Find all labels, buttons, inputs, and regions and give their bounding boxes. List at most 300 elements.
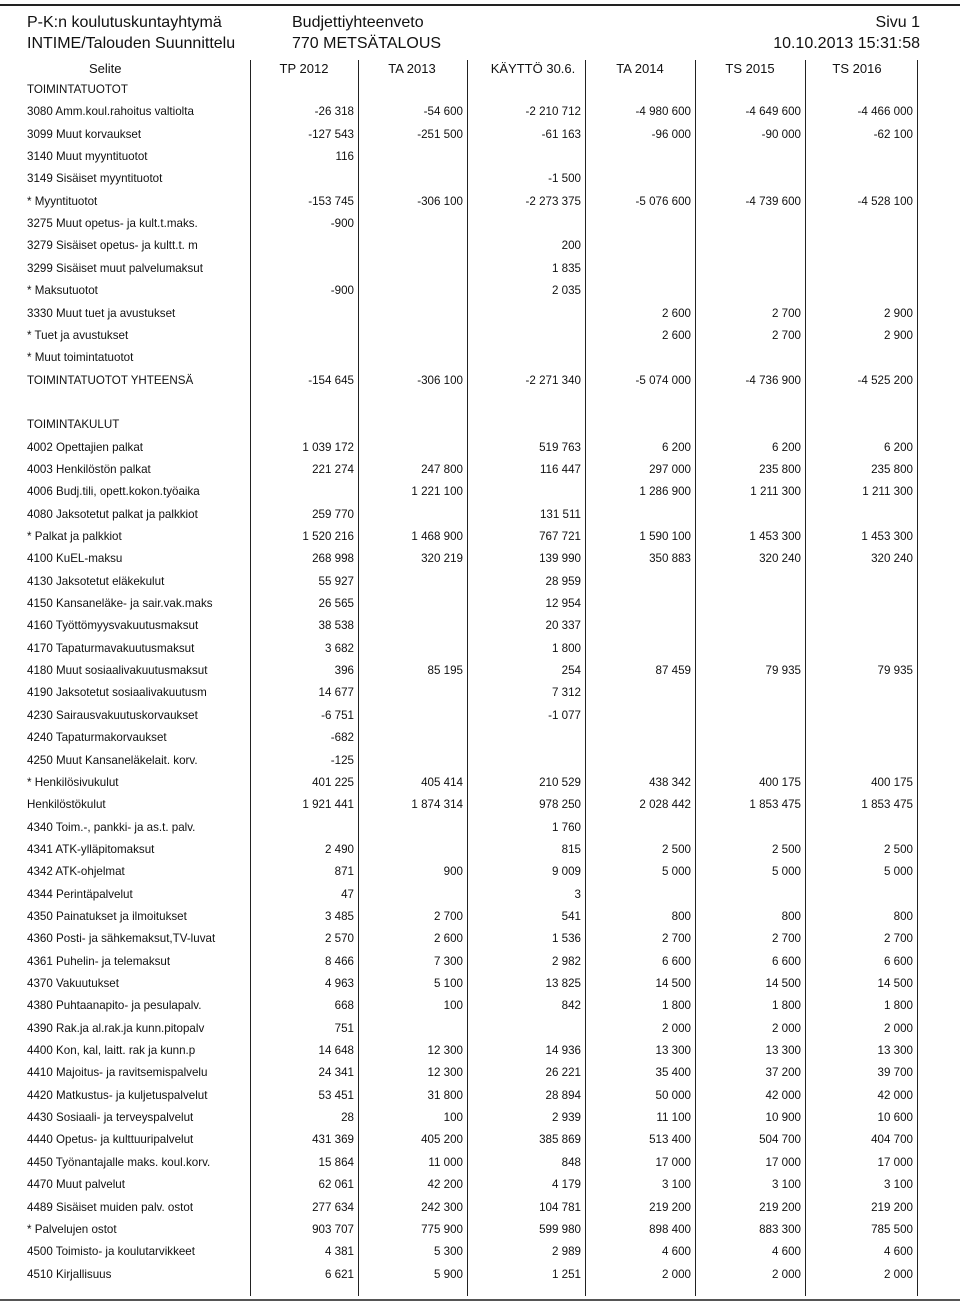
row-value: 6 621 — [324, 1267, 354, 1281]
row-label: 4440 Opetus- ja kulttuuripalvelut — [27, 1133, 194, 1147]
table-row — [0, 1153, 960, 1175]
row-value: 11 100 — [656, 1111, 691, 1125]
table-row — [0, 795, 960, 817]
row-value: 87 459 — [655, 664, 691, 678]
row-value: 42 000 — [877, 1088, 913, 1102]
row-value: 2 700 — [883, 932, 913, 946]
org-name: P-K:n koulutuskuntayhtymä — [27, 14, 222, 31]
row-value: 1 853 475 — [861, 798, 913, 812]
row-value: 898 400 — [649, 1222, 691, 1236]
row-value: 400 175 — [871, 775, 913, 789]
row-value: 17 000 — [655, 1155, 691, 1169]
row-value: 519 763 — [539, 440, 581, 454]
table-row — [0, 572, 960, 594]
row-value: 1 536 — [551, 932, 581, 946]
row-value: -26 318 — [314, 105, 354, 119]
row-label: 3330 Muut tuet ja avustukset — [27, 306, 176, 320]
row-value: 247 800 — [421, 462, 463, 476]
row-label: 3080 Amm.koul.rahoitus valtiolta — [27, 105, 194, 119]
row-label: 4380 Puhtaanapito- ja pesulapalv. — [27, 999, 202, 1013]
row-value: 1 921 441 — [302, 798, 354, 812]
row-label: 4450 Työnantajalle maks. koul.korv. — [27, 1155, 211, 1169]
row-label: 4370 Vakuutukset — [27, 977, 119, 990]
row-value: 37 200 — [765, 1066, 801, 1080]
table-row — [0, 1130, 960, 1152]
row-value: -4 649 600 — [745, 105, 801, 119]
row-value: 1 853 475 — [749, 798, 801, 812]
row-value: 1 453 300 — [861, 530, 913, 543]
row-value: -4 528 100 — [857, 194, 913, 208]
row-value: -900 — [330, 217, 354, 231]
row-label: 4430 Sosiaali- ja terveyspalvelut — [27, 1111, 194, 1125]
row-value: 785 500 — [871, 1222, 913, 1236]
row-label: TOIMINTATUOTOT — [27, 83, 128, 96]
row-value: 24 341 — [318, 1066, 354, 1080]
row-label: 4390 Rak.ja al.rak.ja kunn.pitopalv — [27, 1021, 205, 1035]
table-row — [0, 371, 960, 393]
row-value: 2 600 — [433, 932, 463, 946]
row-value: 800 — [781, 909, 801, 923]
table-row — [0, 996, 960, 1018]
row-value: 242 300 — [421, 1200, 463, 1214]
row-value: 13 300 — [655, 1044, 691, 1058]
row-value: -127 543 — [308, 127, 354, 141]
table-row — [0, 259, 960, 281]
table-row — [0, 527, 960, 549]
row-value: 8 466 — [324, 954, 354, 968]
row-label: 4230 Sairausvakuutuskorvaukset — [27, 708, 198, 722]
row-value: 5 000 — [883, 865, 913, 879]
row-value: 6 600 — [883, 954, 913, 968]
row-value: 210 529 — [539, 775, 581, 789]
row-value: 20 337 — [545, 619, 581, 633]
row-value: 139 990 — [539, 552, 581, 566]
table-row — [0, 974, 960, 996]
row-value: 55 927 — [318, 574, 354, 588]
row-value: 3 100 — [883, 1178, 913, 1192]
row-value: 28 959 — [545, 574, 581, 588]
row-label: 4130 Jaksotetut eläkekulut — [27, 574, 165, 588]
row-value: -4 466 000 — [857, 105, 913, 119]
row-value: 14 500 — [655, 977, 691, 990]
column-header-ta2014: TA 2014 — [616, 61, 664, 76]
row-value: 504 700 — [759, 1133, 801, 1147]
row-value: -2 210 712 — [525, 105, 581, 119]
table-row — [0, 751, 960, 773]
table-row — [0, 773, 960, 795]
row-label: 4410 Majoitus- ja ravitsemispalvelu — [27, 1066, 208, 1080]
row-value: 404 700 — [871, 1133, 913, 1147]
table-row — [0, 1063, 960, 1085]
row-label: 3275 Muut opetus- ja kult.t.maks. — [27, 217, 198, 231]
row-label: 4180 Muut sosiaalivakuutusmaksut — [27, 664, 208, 678]
table-row — [0, 1086, 960, 1108]
row-value: 900 — [443, 865, 463, 879]
column-header-ts2015: TS 2015 — [725, 61, 775, 76]
row-value: 871 — [334, 865, 354, 879]
row-value: -4 739 600 — [745, 194, 801, 208]
row-value: 6 600 — [771, 954, 801, 968]
row-value: 2 000 — [661, 1267, 691, 1281]
row-value: 2 490 — [324, 842, 354, 856]
row-value: 221 274 — [312, 462, 354, 476]
row-value: -1 077 — [548, 708, 581, 722]
row-value: -61 163 — [541, 127, 581, 141]
row-value: 12 300 — [427, 1066, 463, 1080]
table-row — [0, 952, 960, 974]
row-label: 4342 ATK-ohjelmat — [27, 865, 125, 879]
row-value: 1 251 — [551, 1267, 581, 1281]
row-value: 104 781 — [539, 1200, 581, 1214]
row-value: 1 286 900 — [639, 485, 691, 499]
table-row — [0, 929, 960, 951]
row-value: 14 677 — [318, 686, 354, 700]
row-value: 1 039 172 — [302, 440, 354, 454]
row-value: -5 074 000 — [635, 373, 691, 387]
row-value: 50 000 — [655, 1088, 691, 1102]
row-value: 2 900 — [883, 328, 913, 342]
row-value: 85 195 — [427, 664, 463, 678]
row-value: 26 221 — [545, 1066, 581, 1080]
row-value: 438 342 — [649, 775, 691, 789]
row-value: 38 538 — [318, 619, 354, 633]
table-row — [0, 348, 960, 370]
row-value: 219 200 — [649, 1200, 691, 1214]
table-row — [0, 907, 960, 929]
table-row — [0, 1019, 960, 1041]
row-value: -90 000 — [761, 127, 801, 141]
row-value: 100 — [443, 999, 463, 1013]
row-value: 320 240 — [759, 552, 801, 566]
row-value: 1 211 300 — [862, 485, 913, 499]
row-value: 7 312 — [551, 686, 581, 700]
row-label: 4341 ATK-ylläpitomaksut — [27, 842, 155, 856]
table-row — [0, 1242, 960, 1264]
table-row — [0, 661, 960, 683]
table-row — [0, 1175, 960, 1197]
table-row — [0, 549, 960, 571]
row-value: 42 200 — [427, 1178, 463, 1192]
row-value: 35 400 — [655, 1066, 691, 1080]
row-value: 385 869 — [539, 1133, 581, 1147]
row-label: 4190 Jaksotetut sosiaalivakuutusm — [27, 686, 207, 700]
row-value: 6 200 — [661, 440, 691, 454]
table-row — [0, 706, 960, 728]
column-header-tp2012: TP 2012 — [279, 61, 329, 76]
row-value: 1 221 100 — [411, 485, 463, 499]
row-value: 815 — [561, 842, 581, 856]
table-row — [0, 818, 960, 840]
row-value: 775 900 — [421, 1222, 463, 1236]
row-value: 4 963 — [324, 977, 354, 990]
row-label: 4240 Tapaturmakorvaukset — [27, 731, 167, 745]
table-row — [0, 885, 960, 907]
row-value: 5 000 — [661, 865, 691, 879]
row-value: 259 770 — [312, 507, 354, 521]
row-label: 3299 Sisäiset muut palvelumaksut — [27, 261, 203, 275]
table-row — [0, 1041, 960, 1063]
row-value: 10 900 — [765, 1111, 801, 1125]
row-value: 1 800 — [883, 999, 913, 1013]
row-value: 431 369 — [312, 1133, 354, 1147]
row-value: 599 980 — [539, 1222, 581, 1236]
row-value: 10 600 — [877, 1111, 913, 1125]
row-label: 4420 Matkustus- ja kuljetuspalvelut — [27, 1088, 208, 1102]
row-label: 4160 Työttömyysvakuutusmaksut — [27, 619, 199, 633]
row-value: 13 300 — [877, 1044, 913, 1058]
table-row — [0, 102, 960, 124]
row-label: 4006 Budj.tili, opett.kokon.työaika — [27, 485, 200, 499]
row-value: 4 600 — [661, 1245, 691, 1259]
row-label: 4361 Puhelin- ja telemaksut — [27, 954, 171, 968]
table-row — [0, 125, 960, 147]
row-value: 39 700 — [877, 1066, 913, 1080]
row-value: 541 — [561, 909, 581, 923]
page-number: Sivu 1 — [875, 14, 920, 31]
table-row — [0, 393, 960, 415]
row-value: 219 200 — [759, 1200, 801, 1214]
row-value: 200 — [561, 239, 581, 253]
row-value: 350 883 — [649, 552, 691, 566]
row-value: -682 — [330, 731, 354, 745]
row-label: 4170 Tapaturmavakuutusmaksut — [27, 641, 195, 655]
report-title: Budjettiyhteenveto — [292, 14, 424, 31]
row-value: 903 707 — [312, 1222, 354, 1236]
row-label: TOIMINTAKULUT — [27, 418, 120, 432]
row-value: -2 271 340 — [525, 373, 581, 387]
row-label: Henkilöstökulut — [27, 798, 106, 812]
row-value: 9 009 — [551, 865, 581, 879]
table-row — [0, 147, 960, 169]
row-value: 268 998 — [312, 552, 354, 566]
row-value: 7 300 — [433, 954, 463, 968]
row-value: 4 179 — [551, 1178, 581, 1192]
table-row — [0, 862, 960, 884]
row-value: 396 — [334, 664, 354, 678]
row-value: 513 400 — [649, 1133, 691, 1147]
row-value: 2 600 — [661, 328, 691, 342]
column-header-label: Selite — [89, 61, 122, 76]
report-datetime: 10.10.2013 15:31:58 — [773, 35, 920, 52]
column-header-kaytto: KÄYTTÖ 30.6. — [490, 61, 576, 76]
row-value: 254 — [561, 664, 581, 678]
row-value: 17 000 — [877, 1155, 913, 1169]
column-header-ts2016: TS 2016 — [832, 61, 882, 76]
row-value: 883 300 — [759, 1222, 801, 1236]
table-row — [0, 728, 960, 750]
row-value: 1 800 — [661, 999, 691, 1013]
row-label: 4002 Opettajien palkat — [27, 440, 144, 454]
row-value: 2 035 — [551, 284, 581, 298]
bottom-rule — [0, 1299, 960, 1301]
row-value: 1 520 216 — [302, 530, 354, 543]
row-value: 2 500 — [661, 842, 691, 856]
row-value: 219 200 — [871, 1200, 913, 1214]
row-value: 1 453 300 — [749, 530, 801, 543]
row-value: 14 500 — [765, 977, 801, 990]
row-value: 14 500 — [877, 977, 913, 990]
row-value: 2 000 — [771, 1267, 801, 1281]
row-value: 100 — [443, 1111, 463, 1125]
row-value: 405 414 — [421, 775, 463, 789]
table-row — [0, 1265, 960, 1287]
table-row — [0, 840, 960, 862]
row-value: -306 100 — [417, 373, 463, 387]
table-row — [0, 1108, 960, 1130]
row-value: 28 894 — [545, 1088, 581, 1102]
row-value: 116 — [335, 150, 354, 164]
row-value: -900 — [330, 284, 354, 298]
org-unit: INTIME/Talouden Suunnittelu — [27, 35, 236, 52]
row-value: 2 989 — [551, 1245, 581, 1259]
table-row — [0, 482, 960, 504]
table-row — [0, 460, 960, 482]
row-label: 4510 Kirjallisuus — [27, 1267, 112, 1281]
row-value: 3 100 — [661, 1178, 691, 1192]
row-value: -251 500 — [417, 127, 463, 141]
row-label: * Palkat ja palkkiot — [27, 530, 122, 543]
table-row — [0, 1220, 960, 1242]
report-unit: 770 METSÄTALOUS — [292, 35, 442, 52]
row-value: 3 485 — [324, 909, 354, 923]
row-value: 800 — [893, 909, 913, 923]
row-value: -5 076 600 — [635, 194, 691, 208]
row-label: * Henkilösivukulut — [27, 775, 119, 789]
row-value: 47 — [341, 887, 354, 901]
row-value: 978 250 — [539, 798, 581, 812]
row-label: 4360 Posti- ja sähkemaksut,TV-luvat — [27, 932, 216, 946]
row-value: 2 000 — [771, 1021, 801, 1035]
row-value: 1 468 900 — [411, 530, 463, 543]
row-value: 2 570 — [324, 932, 354, 946]
row-value: 1 211 300 — [750, 485, 801, 499]
row-label: TOIMINTATUOTOT YHTEENSÄ — [27, 373, 194, 387]
row-value: 800 — [671, 909, 691, 923]
table-row — [0, 505, 960, 527]
row-value: -153 745 — [308, 194, 354, 208]
table-row — [0, 192, 960, 214]
row-label: 4003 Henkilöstön palkat — [27, 462, 151, 476]
row-value: 13 300 — [765, 1044, 801, 1058]
row-value: 42 000 — [765, 1088, 801, 1102]
row-value: 4 381 — [324, 1245, 354, 1259]
row-value: 12 300 — [427, 1044, 463, 1058]
row-value: 2 500 — [883, 842, 913, 856]
row-value: 767 721 — [539, 530, 581, 543]
row-value: -2 273 375 — [525, 194, 581, 208]
row-value: 13 825 — [545, 977, 581, 990]
row-value: 79 935 — [877, 664, 913, 678]
row-value: 11 000 — [428, 1155, 463, 1169]
row-value: 2 982 — [551, 954, 581, 968]
row-label: 4100 KuEL-maksu — [27, 552, 123, 566]
row-value: 4 600 — [771, 1245, 801, 1259]
table-row — [0, 236, 960, 258]
row-value: 2 600 — [661, 306, 691, 320]
row-value: 31 800 — [427, 1088, 463, 1102]
table-row — [0, 415, 960, 437]
row-label: * Myyntituotot — [27, 194, 98, 208]
row-value: -4 980 600 — [635, 105, 691, 119]
table-row — [0, 594, 960, 616]
row-value: 53 451 — [318, 1088, 354, 1102]
table-row — [0, 438, 960, 460]
column-header-ta2013: TA 2013 — [388, 61, 436, 76]
row-value: 6 600 — [661, 954, 691, 968]
row-value: 1 800 — [551, 641, 581, 655]
row-value: 277 634 — [312, 1200, 354, 1214]
top-rule — [0, 4, 960, 6]
row-value: 15 864 — [318, 1155, 354, 1169]
row-value: 751 — [334, 1021, 354, 1035]
row-value: 320 219 — [421, 552, 463, 566]
row-value: 1 760 — [551, 820, 581, 834]
row-label: * Maksutuotot — [27, 284, 98, 298]
row-value: 14 936 — [545, 1044, 581, 1058]
row-value: 6 200 — [771, 440, 801, 454]
row-label: 4400 Kon, kal, laitt. rak ja kunn.p — [27, 1044, 196, 1058]
table-row — [0, 281, 960, 303]
row-value: 28 — [341, 1111, 354, 1125]
row-value: 320 240 — [871, 552, 913, 566]
row-value: 2 700 — [661, 932, 691, 946]
row-value: 1 590 100 — [639, 530, 691, 543]
row-value: 1 835 — [551, 261, 581, 275]
row-value: 14 648 — [318, 1044, 354, 1058]
row-label: 4350 Painatukset ja ilmoitukset — [27, 909, 187, 923]
row-label: 3279 Sisäiset opetus- ja kultt.t. m — [27, 239, 198, 253]
row-value: 848 — [561, 1155, 581, 1169]
row-label: 3099 Muut korvaukset — [27, 127, 142, 141]
row-value: 668 — [334, 999, 354, 1013]
row-value: 79 935 — [765, 664, 801, 678]
row-label: 4150 Kansaneläke- ja sair.vak.maks — [27, 597, 213, 611]
table-row — [0, 304, 960, 326]
row-value: 5 100 — [433, 977, 463, 990]
row-value: -96 000 — [651, 127, 691, 141]
row-label: 3149 Sisäiset myyntituotot — [27, 172, 163, 186]
row-label: 4080 Jaksotetut palkat ja palkkiot — [27, 507, 198, 521]
row-value: -306 100 — [417, 194, 463, 208]
row-value: 2 939 — [551, 1111, 581, 1125]
row-value: 26 565 — [318, 597, 354, 611]
row-label: * Tuet ja avustukset — [27, 328, 129, 342]
row-value: -4 525 200 — [857, 373, 913, 387]
row-label: 4340 Toim.-, pankki- ja as.t. palv. — [27, 820, 196, 834]
row-value: -1 500 — [548, 172, 581, 186]
table-row — [0, 214, 960, 236]
row-value: 2 028 442 — [639, 798, 691, 812]
row-label: 4500 Toimisto- ja koulutarvikkeet — [27, 1245, 195, 1259]
row-value: -154 645 — [308, 373, 354, 387]
row-label: 4470 Muut palvelut — [27, 1178, 125, 1192]
row-value: 1 874 314 — [411, 798, 463, 812]
row-value: 2 700 — [771, 306, 801, 320]
table-row — [0, 326, 960, 348]
row-value: 3 100 — [771, 1178, 801, 1192]
row-value: 6 200 — [883, 440, 913, 454]
row-value: 2 900 — [883, 306, 913, 320]
row-value: -4 736 900 — [745, 373, 801, 387]
row-value: 116 447 — [539, 462, 581, 476]
row-label: 4344 Perintäpalvelut — [27, 887, 133, 901]
row-value: 2 000 — [883, 1021, 913, 1035]
row-value: 2 700 — [771, 932, 801, 946]
row-label: 4489 Sisäiset muiden palv. ostot — [27, 1200, 194, 1214]
row-value: -6 751 — [321, 708, 354, 722]
row-value: 17 000 — [765, 1155, 801, 1169]
row-value: 5 900 — [433, 1267, 463, 1281]
